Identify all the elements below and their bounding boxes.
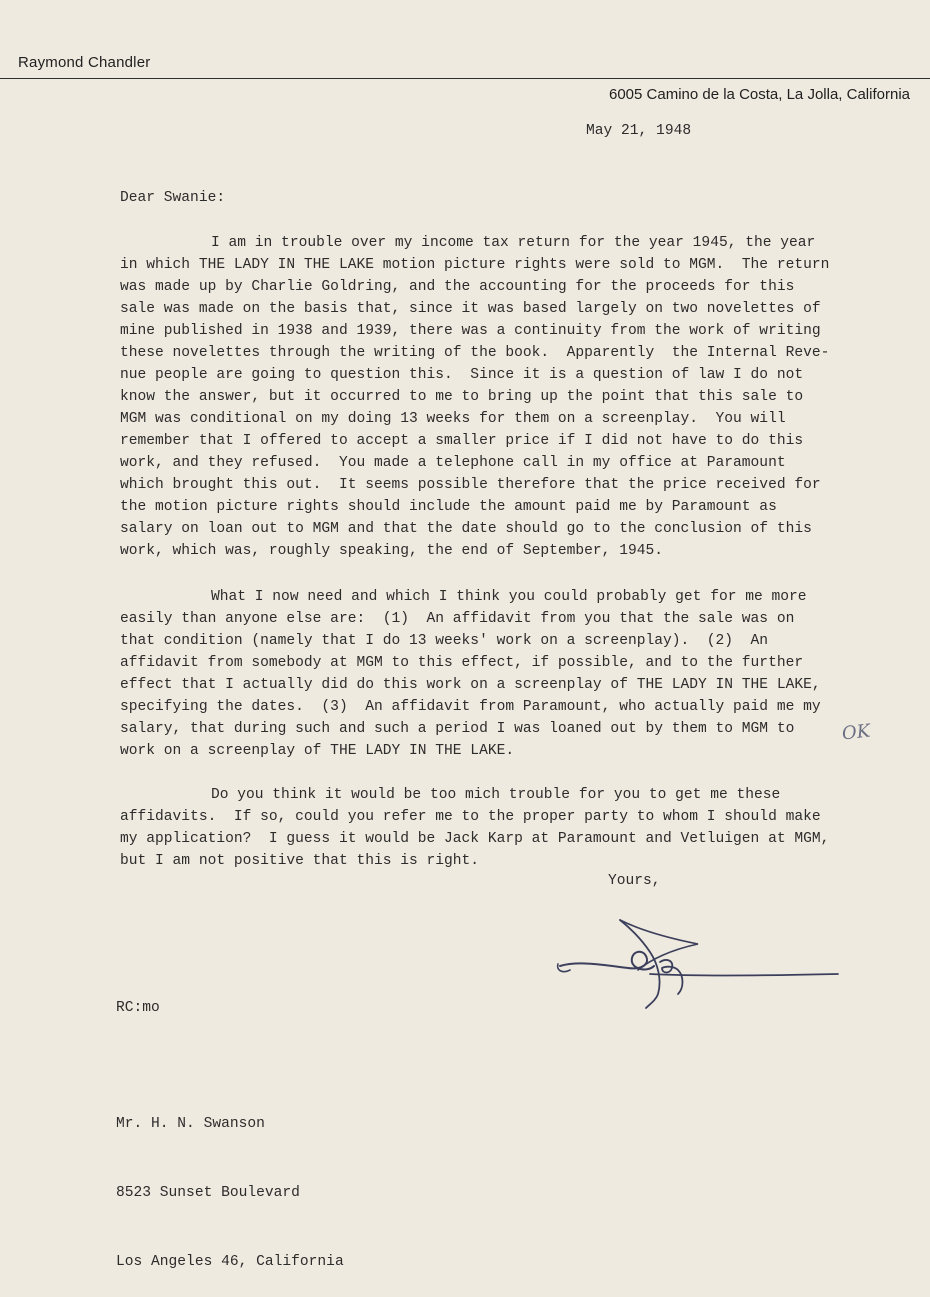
paragraph-line: mine published in 1938 and 1939, there was a continuity from the work of writing — [120, 323, 821, 339]
recipient-city: Los Angeles 46, California — [116, 1254, 344, 1270]
paragraph-line: which brought this out. It seems possible therefore that the price received for — [120, 477, 821, 493]
paragraph-line: was made up by Charlie Goldring, and the accounting for the proceeds for this — [120, 279, 795, 295]
paragraph-line: work, and they refused. You made a telephone call in my office at Paramount — [120, 455, 786, 471]
paragraph-line: work, which was, roughly speaking, the end of September, 1945. — [120, 543, 663, 559]
handwritten-ok-note: OK — [840, 720, 872, 745]
paragraph-line: know the answer, but it occurred to me to bring up the point that this sale to — [120, 389, 804, 405]
complimentary-closing: Yours, — [608, 873, 661, 889]
paragraph-line: nue people are going to question this. Since it is a question of law I do not — [120, 367, 804, 383]
signature — [550, 908, 850, 1018]
paragraph-line: but I am not positive that this is right. — [120, 853, 480, 869]
paragraph-line: Do you think it would be too mich trouble for you to get me these — [211, 787, 781, 803]
paragraph-line: in which THE LADY IN THE LAKE motion picture rights were sold to MGM. The return — [120, 257, 830, 273]
paragraph-line: work on a screenplay of THE LADY IN THE LAKE. — [120, 743, 515, 759]
paragraph-line: my application? I guess it would be Jack Karp at Paramount and Vetluigen at MGM, — [120, 831, 830, 847]
paragraph-line: these novelettes through the writing of the book. Apparently the Internal Reve- — [120, 345, 830, 361]
paragraph-line: easily than anyone else are: (1) An affidavit from you that the sale was on — [120, 611, 795, 627]
paragraph-line: the motion picture rights should include the amount paid me by Paramount as — [120, 499, 777, 515]
paragraph-line: effect that I actually did do this work on a screenplay of THE LADY IN THE LAKE, — [120, 677, 821, 693]
salutation: Dear Swanie: — [120, 190, 226, 206]
letterhead-name: Raymond Chandler — [18, 54, 151, 71]
paragraph-line: salary, that during such and such a period I was loaned out by them to MGM to — [120, 721, 795, 737]
paragraph-line: that condition (namely that I do 13 weeks' work on a screenplay). (2) An — [120, 633, 769, 649]
letter-date: May 21, 1948 — [586, 123, 692, 139]
paragraph-line: salary on loan out to MGM and that the date should go to the conclusion of this — [120, 521, 812, 537]
paragraph-line: MGM was conditional on my doing 13 weeks for them on a screenplay. You will — [120, 411, 786, 427]
letterhead-address: 6005 Camino de la Costa, La Jolla, California — [608, 86, 910, 103]
paragraph-line: I am in trouble over my income tax return for the year 1945, the year — [211, 235, 816, 251]
recipient-address — [116, 1067, 344, 1297]
paragraph-line: specifying the dates. (3) An affidavit from Paramount, who actually paid me my — [120, 699, 821, 715]
paragraph-line: sale was made on the basis that, since it was based largely on two novelettes of — [120, 301, 821, 317]
paragraph-line: affidavit from somebody at MGM to this effect, if possible, and to the further — [120, 655, 804, 671]
paragraph-line: What I now need and which I think you could probably get for me more — [211, 589, 807, 605]
paragraph-line: remember that I offered to accept a smaller price if I did not have to do this — [120, 433, 804, 449]
recipient-street: 8523 Sunset Boulevard — [116, 1185, 300, 1201]
letterhead-rule — [0, 78, 930, 79]
typist-initials: RC:mo — [116, 1000, 160, 1016]
recipient-name: Mr. H. N. Swanson — [116, 1116, 265, 1132]
paragraph-line: affidavits. If so, could you refer me to the proper party to whom I should make — [120, 809, 821, 825]
